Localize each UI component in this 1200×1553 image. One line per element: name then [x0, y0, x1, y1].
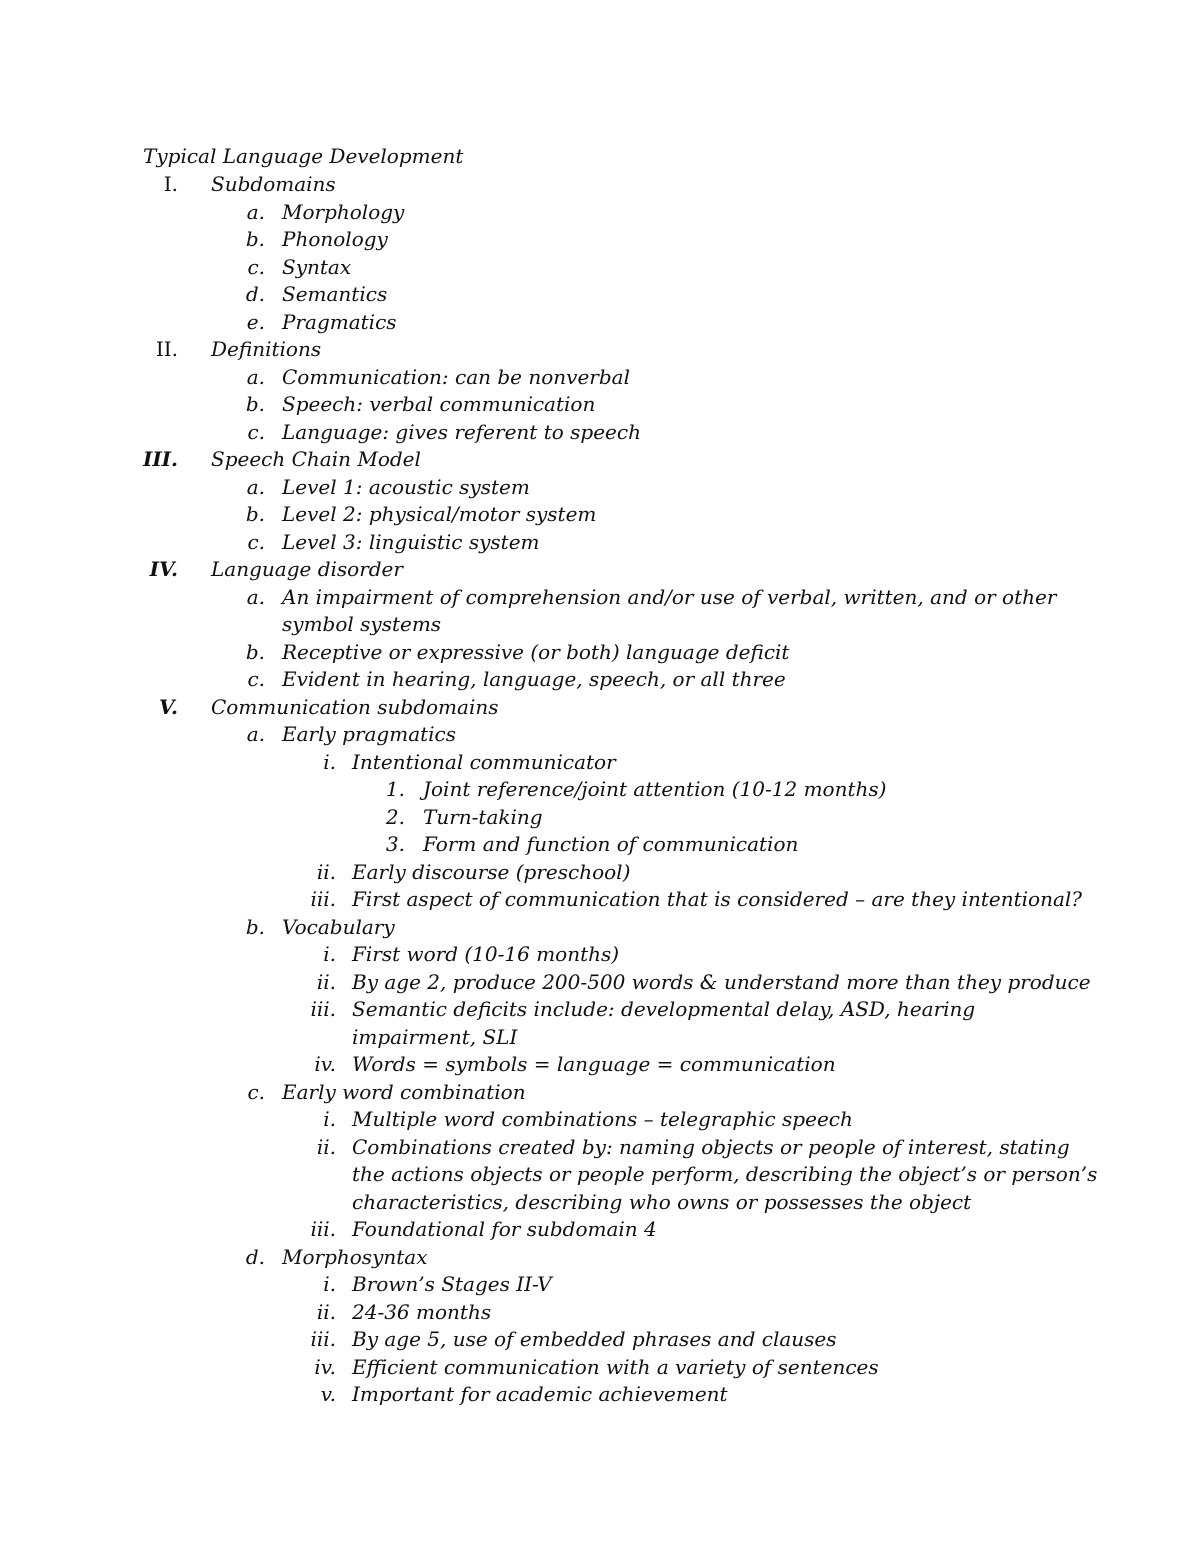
item-label: Intentional communicator — [352, 749, 616, 774]
item-label: Morphology — [282, 199, 405, 224]
item-label: Joint reference/joint attention (10-12 months) — [423, 777, 887, 801]
list-item — [0, 391, 1200, 419]
list-item — [0, 474, 1200, 502]
item-label: Semantics — [282, 282, 388, 306]
item-label: Level 2: physical/motor system — [282, 502, 597, 526]
item-marker: iii. — [310, 1217, 336, 1241]
item-label: First aspect of communication that is considered – are they intentional? — [352, 887, 1082, 911]
item-marker: ii. — [316, 969, 336, 994]
list-item — [0, 996, 1200, 1024]
section-marker: IV. — [149, 557, 178, 581]
item-label: Early word combination — [282, 1079, 526, 1104]
item-marker: iv. — [314, 1052, 336, 1076]
list-item — [0, 1079, 1200, 1107]
item-marker: i. — [323, 942, 336, 966]
item-label: the actions objects or people perform, describing the object’s or person’s — [352, 1162, 1098, 1186]
list-item — [0, 941, 1200, 969]
item-label: Syntax — [282, 254, 352, 279]
item-marker: d. — [245, 282, 265, 306]
list-item-continuation — [0, 1024, 1200, 1052]
list-item — [0, 1354, 1200, 1382]
item-label: impairment, SLI — [352, 1024, 518, 1049]
list-item — [0, 1326, 1200, 1354]
item-marker: 1. — [385, 777, 405, 801]
item-label: By age 5, use of embedded phrases and clauses — [352, 1327, 837, 1351]
item-marker: b. — [245, 392, 265, 416]
list-item — [0, 501, 1200, 529]
section-item — [0, 694, 1200, 722]
list-item — [0, 1216, 1200, 1244]
section-marker: II. — [155, 337, 178, 361]
item-marker: ii. — [316, 859, 336, 884]
item-marker: i. — [323, 1272, 336, 1296]
item-marker: a. — [246, 364, 265, 389]
outline-list — [0, 171, 1200, 1409]
item-label: Morphosyntax — [282, 1244, 428, 1269]
item-marker: i. — [323, 1107, 336, 1131]
list-item — [0, 859, 1200, 887]
item-label: Early discourse (preschool) — [352, 859, 631, 884]
item-label: Level 3: linguistic system — [282, 529, 540, 554]
list-item — [0, 666, 1200, 694]
item-marker: iii. — [310, 997, 336, 1021]
section-label: Subdomains — [211, 172, 336, 196]
list-item — [0, 199, 1200, 227]
item-label: characteristics, describing who owns or possesses the object — [352, 1189, 972, 1214]
item-label: Words = symbols = language = communication — [352, 1052, 836, 1076]
item-marker: d. — [245, 1244, 265, 1269]
item-label: Pragmatics — [282, 309, 397, 334]
item-marker: c. — [247, 254, 265, 279]
item-label: Evident in hearing, language, speech, or all three — [282, 667, 786, 691]
item-marker: a. — [246, 722, 265, 746]
item-label: By age 2, produce 200-500 words & understand more than they produce — [352, 969, 1091, 994]
item-label: Vocabulary — [282, 914, 395, 939]
item-label: Brown’s Stages II-V — [352, 1272, 552, 1296]
list-item — [0, 1381, 1200, 1409]
item-marker: c. — [247, 1079, 265, 1104]
list-item — [0, 309, 1200, 337]
item-label: Important for academic achievement — [352, 1382, 728, 1406]
list-item — [0, 226, 1200, 254]
item-label: Turn-taking — [423, 804, 543, 829]
list-item — [0, 584, 1200, 612]
item-marker: iii. — [310, 1327, 336, 1351]
item-marker: c. — [247, 419, 265, 444]
item-label: Communication: can be nonverbal — [282, 364, 630, 389]
item-marker: a. — [246, 199, 265, 224]
list-item — [0, 1299, 1200, 1327]
item-marker: ii. — [316, 1134, 336, 1159]
list-item — [0, 1244, 1200, 1272]
section-item — [0, 336, 1200, 364]
item-label: 24-36 months — [352, 1299, 492, 1324]
section-label: Communication subdomains — [211, 694, 499, 719]
section-marker: V. — [159, 694, 178, 719]
item-label: Combinations created by: naming objects or people of interest, stating — [352, 1134, 1070, 1159]
list-item — [0, 254, 1200, 282]
list-item — [0, 281, 1200, 309]
list-item — [0, 529, 1200, 557]
item-label: symbol systems — [282, 612, 442, 636]
item-label: Efficient communication with a variety of sentences — [352, 1354, 879, 1379]
item-marker: b. — [245, 502, 265, 526]
item-label: Semantic deficits include: developmental delay, ASD, hearing — [352, 997, 976, 1021]
list-item-continuation — [0, 611, 1200, 639]
item-label: Multiple word combinations – telegraphic speech — [352, 1107, 853, 1131]
item-label: Language: gives referent to speech — [282, 419, 641, 444]
list-item — [0, 1051, 1200, 1079]
list-item — [0, 776, 1200, 804]
item-marker: ii. — [316, 1299, 336, 1324]
list-item — [0, 1106, 1200, 1134]
list-item — [0, 364, 1200, 392]
item-marker: b. — [245, 914, 265, 939]
section-item — [0, 446, 1200, 474]
section-label: Language disorder — [211, 557, 403, 581]
item-label: Phonology — [282, 227, 388, 251]
list-item — [0, 749, 1200, 777]
list-item — [0, 969, 1200, 997]
item-marker: a. — [246, 584, 265, 609]
document-title: Typical Language Development — [143, 144, 464, 168]
item-label: Receptive or expressive (or both) language deficit — [282, 639, 790, 664]
section-marker: III. — [142, 447, 178, 471]
list-item — [0, 1134, 1200, 1162]
item-marker: c. — [247, 667, 265, 691]
section-item — [0, 171, 1200, 199]
item-label: First word (10-16 months) — [352, 942, 620, 966]
item-marker: iii. — [310, 887, 336, 911]
list-item — [0, 886, 1200, 914]
section-label: Definitions — [211, 337, 322, 361]
section-label: Speech Chain Model — [211, 447, 421, 471]
item-label: Level 1: acoustic system — [282, 474, 530, 499]
item-label: Speech: verbal communication — [282, 392, 596, 416]
list-item — [0, 914, 1200, 942]
item-marker: v. — [320, 1382, 336, 1406]
item-marker: b. — [245, 639, 265, 664]
list-item — [0, 804, 1200, 832]
item-marker: c. — [247, 529, 265, 554]
item-marker: 3. — [385, 832, 405, 856]
item-label: Form and function of communication — [423, 832, 799, 856]
item-marker: i. — [323, 749, 336, 774]
list-item — [0, 639, 1200, 667]
item-marker: iv. — [314, 1354, 336, 1379]
list-item — [0, 419, 1200, 447]
list-item — [0, 1271, 1200, 1299]
item-marker: 2. — [385, 804, 405, 829]
section-marker: I. — [163, 172, 178, 196]
item-label: Early pragmatics — [282, 722, 457, 746]
list-item-continuation — [0, 1161, 1200, 1189]
item-marker: a. — [246, 474, 265, 499]
item-marker: e. — [246, 309, 265, 334]
item-marker: b. — [245, 227, 265, 251]
list-item — [0, 831, 1200, 859]
section-item — [0, 556, 1200, 584]
list-item-continuation — [0, 1189, 1200, 1217]
item-label: Foundational for subdomain 4 — [352, 1217, 657, 1241]
item-label: An impairment of comprehension and/or use of verbal, written, and or other — [282, 584, 1057, 609]
list-item — [0, 721, 1200, 749]
